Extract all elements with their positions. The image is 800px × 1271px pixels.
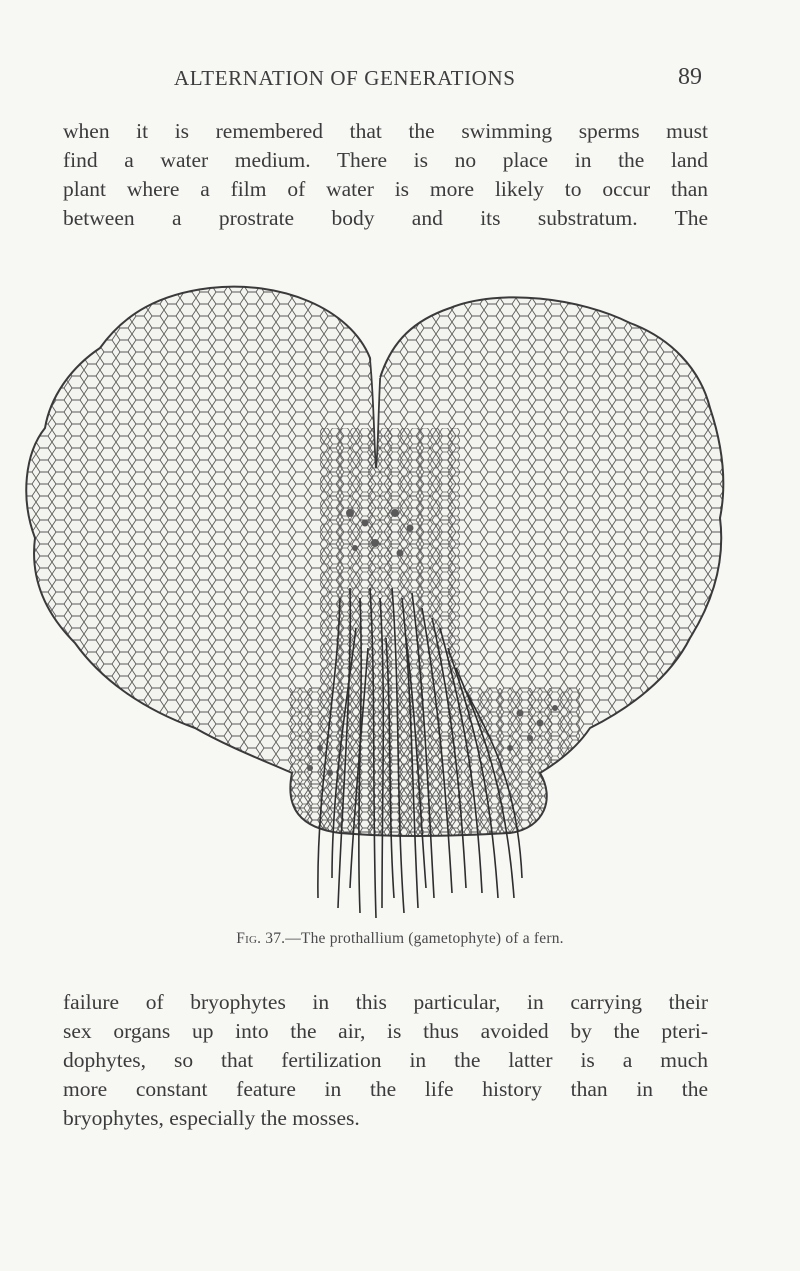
text-line: more constant feature in the life history than in the — [63, 1077, 708, 1101]
running-head — [62, 66, 702, 96]
paragraph-bottom — [63, 988, 708, 1133]
text-line: dophytes, so that fertilization in the latter is a much — [63, 1048, 708, 1072]
figure-caption — [0, 930, 800, 948]
text-line: find a water medium. There is no place in the land — [63, 148, 708, 172]
running-title: ALTERNATION OF GENERATIONS — [174, 66, 516, 90]
text-line: bryophytes, especially the mosses. — [63, 1106, 360, 1130]
figure-label: Fig. 37. — [236, 930, 286, 947]
fern-prothallium-icon — [20, 268, 740, 923]
text-line: failure of bryophytes in this particular, in carrying their — [63, 990, 708, 1014]
text-line: sex organs up into the air, is thus avoided by the pteri- — [63, 1019, 708, 1043]
text-line: plant where a film of water is more likely to occur than — [63, 177, 708, 201]
prothallium-figure — [20, 268, 740, 923]
page-number: 89 — [678, 64, 702, 90]
text-line: when it is remembered that the swimming sperms must — [63, 119, 708, 143]
figure-caption-text: —The prothallium (gametophyte) of a fern. — [285, 930, 564, 947]
text-line: between a prostrate body and its substratum. The — [63, 206, 708, 230]
paragraph-top — [63, 117, 708, 233]
